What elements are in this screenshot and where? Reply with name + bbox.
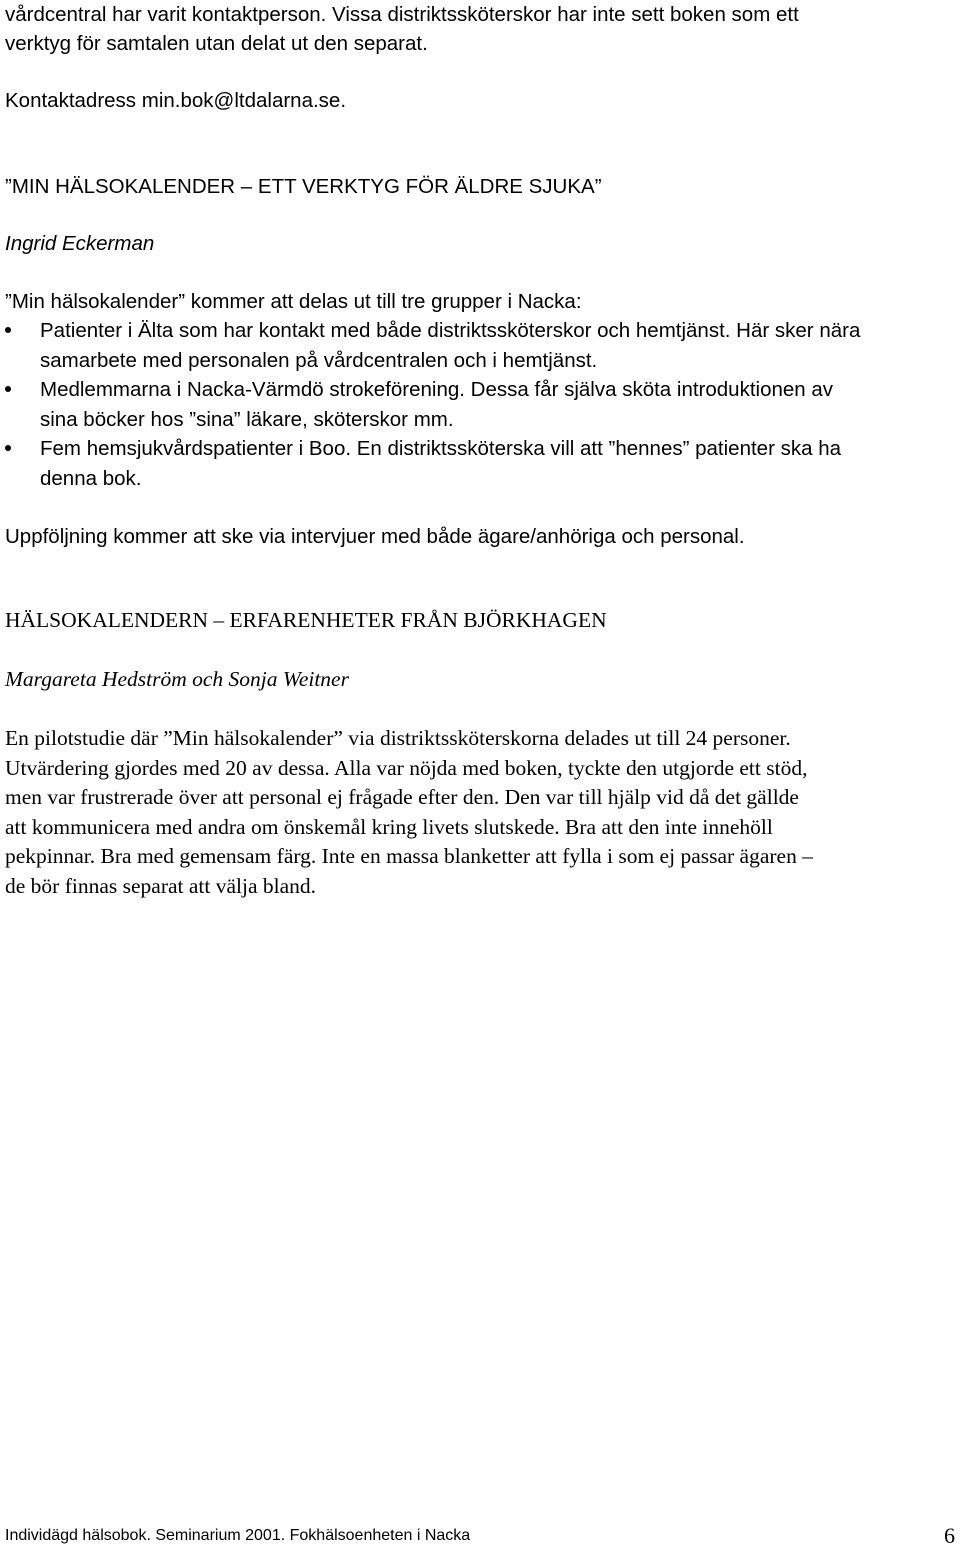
intro-line-2: verktyg för samtalen utan delat ut den separat. — [5, 32, 428, 55]
section1-author: Ingrid Eckerman — [5, 232, 155, 255]
list-item — [5, 434, 955, 493]
list-item-line: sina böcker hos ”sina” läkare, sköterskor mm. — [40, 407, 454, 431]
body-line: En pilotstudie där ”Min hälsokalender” via distriktssköterskorna delades ut till 24 personer. — [5, 726, 791, 750]
body-line: att kommunicera med andra om önskemål kring livets slutskede. Bra att den inte innehöll — [5, 814, 773, 839]
section2-body — [5, 724, 955, 901]
body-line: Utvärdering gjordes med 20 av dessa. Alla var nöjda med boken, tyckte den utgjorde ett stöd, — [5, 755, 808, 780]
list-item — [5, 375, 955, 434]
body-line: men var frustrerade över att personal ej frågade efter den. Den var till hjälp vid då det gällde — [5, 785, 799, 809]
section2-authors: Margareta Hedström och Sonja Weitner — [5, 667, 349, 691]
section1-lead: ”Min hälsokalender” kommer att delas ut till tre grupper i Nacka: — [5, 290, 582, 313]
list-item-line: Patienter i Älta som har kontakt med både distriktssköterskor och hemtjänst. Här sker nära — [40, 319, 861, 342]
bullet-icon — [5, 327, 11, 333]
footer-text: Individägd hälsobok. Seminarium 2001. Fokhälsoenheten i Nacka — [5, 1527, 471, 1544]
bullet-icon — [5, 445, 11, 451]
list-item-line: samarbete med personalen på vårdcentralen och i hemtjänst. — [40, 348, 598, 372]
bullet-icon — [5, 386, 11, 392]
page-footer — [5, 1512, 955, 1552]
list-item-line: Medlemmarna i Nacka-Värmdö strokeförening. Dessa får själva sköta introduktionen av — [40, 378, 834, 401]
list-item-line: denna bok. — [40, 466, 142, 490]
list-item — [5, 316, 955, 375]
contact-address: Kontaktadress min.bok@ltdalarna.se. — [5, 89, 347, 112]
page-number: 6 — [944, 1523, 955, 1548]
section1-heading: ”MIN HÄLSOKALENDER – ETT VERKTYG FÖR ÄLDRE SJUKA” — [5, 175, 602, 198]
list-item-line: Fem hemsjukvårdspatienter i Boo. En distriktssköterska vill att ”hennes” patienter ska ha — [40, 437, 841, 460]
section1-list — [5, 316, 955, 493]
body-line: pekpinnar. Bra med gemensam färg. Inte en massa blanketter att fylla i som ej passar ägaren – — [5, 844, 813, 868]
section2-heading: HÄLSOKALENDERN – ERFARENHETER FRÅN BJÖRKHAGEN — [5, 608, 607, 632]
section1-followup: Uppföljning kommer att ske via intervjuer med både ägare/anhöriga och personal. — [5, 525, 745, 548]
intro-line-1: vårdcentral har varit kontaktperson. Vissa distriktssköterskor har inte sett boken som ett — [5, 3, 799, 26]
body-line: de bör finnas separat att välja bland. — [5, 873, 317, 898]
